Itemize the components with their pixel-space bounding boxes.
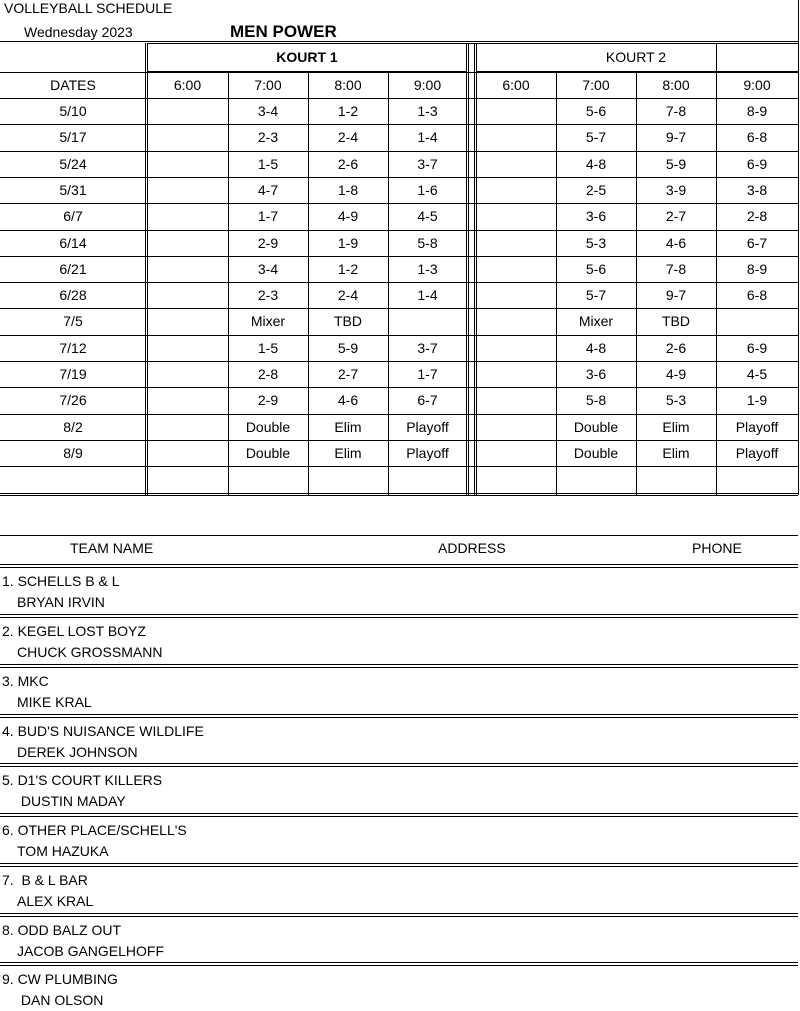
match-cell-k2: 7-8 <box>665 261 687 277</box>
match-cell-k1: 4-9 <box>337 208 359 224</box>
date-cell: 7/26 <box>59 392 87 408</box>
time-header-k2: 8:00 <box>662 77 690 93</box>
divider <box>0 813 798 814</box>
match-cell-k2: 5-6 <box>585 261 607 277</box>
court-2-header: KOURT 2 <box>605 49 667 65</box>
match-cell-k1: TBD <box>334 313 362 329</box>
match-cell-k1: 2-8 <box>257 366 279 382</box>
match-cell-k1: Elim <box>334 419 362 435</box>
match-cell-k2: 5-3 <box>585 235 607 251</box>
match-cell-k1: 2-9 <box>257 235 279 251</box>
divider <box>0 766 798 767</box>
match-cell-k2: 2-7 <box>665 208 687 224</box>
match-cell-k1 <box>147 98 228 124</box>
date-cell: 5/31 <box>59 182 87 198</box>
match-cell-k1 <box>147 256 228 282</box>
match-cell-k2: Elim <box>662 419 690 435</box>
match-cell-k2: 6-8 <box>746 129 768 145</box>
match-cell-k1: 2-4 <box>337 287 359 303</box>
match-cell-k2: TBD <box>662 313 690 329</box>
match-cell-k1: 4-6 <box>337 392 359 408</box>
date-cell: 8/9 <box>63 445 83 461</box>
schedule-grid <box>0 0 800 500</box>
match-cell-k2 <box>556 466 636 492</box>
match-cell-k2: Double <box>573 445 619 461</box>
match-cell-k2 <box>476 177 556 203</box>
team-captain: DEREK JOHNSON <box>17 744 138 760</box>
date-cell <box>0 466 146 492</box>
divider <box>0 614 798 615</box>
match-cell-k1 <box>147 361 228 387</box>
match-cell-k2: 6-8 <box>746 287 768 303</box>
time-header-k2: 6:00 <box>502 77 530 93</box>
team-name: 9. CW PLUMBING <box>2 971 118 987</box>
match-cell-k1: 1-3 <box>417 103 438 119</box>
date-cell: 8/2 <box>63 419 83 435</box>
match-cell-k1: Playoff <box>406 419 449 435</box>
match-cell-k1 <box>147 151 228 177</box>
divider <box>0 916 798 917</box>
match-cell-k1: 1-5 <box>257 156 279 172</box>
divider <box>0 667 798 668</box>
grid-line <box>468 43 469 495</box>
match-cell-k1: 1-8 <box>337 182 359 198</box>
match-cell-k2: 3-9 <box>665 182 687 198</box>
team-name-header: TEAM NAME <box>70 540 154 556</box>
phone-header: PHONE <box>692 540 742 556</box>
match-cell-k2 <box>716 466 798 492</box>
match-cell-k2: 9-7 <box>665 129 687 145</box>
match-cell-k1: 6-7 <box>417 392 438 408</box>
match-cell-k2: 4-8 <box>585 156 607 172</box>
match-cell-k2 <box>636 466 716 492</box>
match-cell-k2 <box>476 98 556 124</box>
divider <box>0 567 798 568</box>
grid-line <box>0 495 798 496</box>
match-cell-k1: 5-8 <box>417 235 438 251</box>
match-cell-k1: 5-9 <box>337 340 359 356</box>
date-cell: 6/14 <box>59 235 87 251</box>
divider <box>0 617 798 618</box>
match-cell-k2 <box>476 440 556 466</box>
match-cell-k2: 6-7 <box>746 235 768 251</box>
match-cell-k1 <box>147 414 228 440</box>
match-cell-k1: Elim <box>334 445 362 461</box>
match-cell-k1 <box>147 440 228 466</box>
match-cell-k2: 3-8 <box>746 182 768 198</box>
divider <box>0 863 798 864</box>
match-cell-k1 <box>228 466 308 492</box>
match-cell-k1: 2-3 <box>257 129 279 145</box>
team-name: 4. BUD'S NUISANCE WILDLIFE <box>2 723 204 739</box>
time-header-k2: 7:00 <box>582 77 610 93</box>
match-cell-k1: 1-4 <box>417 287 438 303</box>
match-cell-k2: 8-9 <box>746 261 768 277</box>
subtitle: Wednesday 2023 <box>24 24 133 40</box>
match-cell-k2: 5-3 <box>665 392 687 408</box>
match-cell-k2: 6-9 <box>746 340 768 356</box>
grid-line <box>147 41 798 42</box>
time-header-k1: 9:00 <box>413 77 442 93</box>
league-name: MEN POWER <box>230 22 337 41</box>
match-cell-k2: 8-9 <box>746 103 768 119</box>
match-cell-k1 <box>147 124 228 150</box>
team-captain: DAN OLSON <box>17 992 104 1008</box>
match-cell-k1: 4-7 <box>257 182 279 198</box>
match-cell-k2 <box>476 361 556 387</box>
date-cell: 7/5 <box>63 313 83 329</box>
match-cell-k2 <box>476 203 556 229</box>
match-cell-k1: 2-9 <box>257 392 279 408</box>
time-header-k2: 9:00 <box>743 77 771 93</box>
match-cell-k1 <box>388 308 467 334</box>
match-cell-k2: Playoff <box>735 445 779 461</box>
date-cell: 5/17 <box>59 129 87 145</box>
team-captain: CHUCK GROSSMANN <box>17 644 163 660</box>
date-cell: 6/7 <box>63 208 83 224</box>
match-cell-k2 <box>476 308 556 334</box>
divider <box>0 816 798 817</box>
match-cell-k2: 4-8 <box>585 340 607 356</box>
match-cell-k1: 1-2 <box>337 103 359 119</box>
match-cell-k2 <box>476 230 556 256</box>
grid-line <box>0 493 798 494</box>
match-cell-k2 <box>476 256 556 282</box>
team-name: 7. B & L BAR <box>2 872 88 888</box>
match-cell-k1 <box>147 282 228 308</box>
team-name: 1. SCHELLS B & L <box>2 573 120 589</box>
date-cell: 7/19 <box>59 366 87 382</box>
match-cell-k1: 3-4 <box>257 103 279 119</box>
divider <box>0 564 798 565</box>
divider <box>0 763 798 764</box>
match-cell-k2: Playoff <box>735 419 779 435</box>
match-cell-k2: 3-6 <box>585 208 607 224</box>
match-cell-k2 <box>716 308 798 334</box>
divider <box>0 866 798 867</box>
team-name: 2. KEGEL LOST BOYZ <box>2 623 146 639</box>
team-captain: BRYAN IRVIN <box>17 594 105 610</box>
match-cell-k1: 2-6 <box>337 156 359 172</box>
match-cell-k2: 4-6 <box>665 235 687 251</box>
match-cell-k1: 2-7 <box>337 366 359 382</box>
match-cell-k1 <box>308 466 388 492</box>
match-cell-k1: 2-3 <box>257 287 279 303</box>
divider <box>0 664 798 665</box>
title: VOLLEYBALL SCHEDULE <box>4 0 173 16</box>
team-name: 8. ODD BALZ OUT <box>2 922 122 938</box>
time-header-k1: 8:00 <box>334 77 362 93</box>
divider <box>0 717 798 718</box>
match-cell-k1 <box>147 177 228 203</box>
match-cell-k2: 1-9 <box>746 392 768 408</box>
grid-line <box>798 0 799 495</box>
team-captain: DUSTIN MADAY <box>17 793 126 809</box>
team-name: 6. OTHER PLACE/SCHELL'S <box>2 822 187 838</box>
divider <box>0 962 798 963</box>
match-cell-k1 <box>147 308 228 334</box>
match-cell-k2 <box>476 124 556 150</box>
match-cell-k1: 1-5 <box>257 340 279 356</box>
match-cell-k2: 5-7 <box>585 287 607 303</box>
match-cell-k1 <box>147 387 228 413</box>
date-cell: 6/28 <box>59 287 87 303</box>
match-cell-k2 <box>476 466 556 492</box>
match-cell-k2: 2-8 <box>746 208 768 224</box>
match-cell-k2: 9-7 <box>665 287 687 303</box>
match-cell-k1 <box>147 335 228 361</box>
team-captain: TOM HAZUKA <box>17 843 109 859</box>
match-cell-k2 <box>476 282 556 308</box>
match-cell-k2: Double <box>573 419 619 435</box>
divider <box>0 535 798 536</box>
match-cell-k2: 5-9 <box>665 156 687 172</box>
address-header: ADDRESS <box>438 540 506 556</box>
team-captain: MIKE KRAL <box>17 694 92 710</box>
team-name: 3. MKC <box>2 673 49 689</box>
match-cell-k2: 5-8 <box>585 392 607 408</box>
grid-line <box>474 43 475 495</box>
match-cell-k1: 1-4 <box>417 129 438 145</box>
match-cell-k1: 1-9 <box>337 235 359 251</box>
match-cell-k2 <box>476 414 556 440</box>
match-cell-k2: 6-9 <box>746 156 768 172</box>
time-header-k1: 7:00 <box>254 77 282 93</box>
match-cell-k1: 1-7 <box>417 366 438 382</box>
match-cell-k2 <box>476 335 556 361</box>
date-cell: 5/24 <box>59 156 87 172</box>
match-cell-k1: 1-3 <box>417 261 438 277</box>
match-cell-k2 <box>476 387 556 413</box>
grid-line <box>0 41 147 42</box>
match-cell-k1: Double <box>245 419 291 435</box>
match-cell-k2: 5-6 <box>585 103 607 119</box>
match-cell-k1: Double <box>245 445 291 461</box>
match-cell-k2: 2-5 <box>585 182 607 198</box>
match-cell-k1: 3-7 <box>417 340 438 356</box>
divider <box>0 913 798 914</box>
match-cell-k1 <box>147 466 228 492</box>
match-cell-k2: 5-7 <box>585 129 607 145</box>
match-cell-k1: 1-7 <box>257 208 279 224</box>
match-cell-k1: 1-6 <box>417 182 438 198</box>
match-cell-k2: 4-9 <box>665 366 687 382</box>
match-cell-k2: Mixer <box>578 313 614 329</box>
divider <box>0 965 798 966</box>
match-cell-k1: 2-4 <box>337 129 359 145</box>
match-cell-k1: Mixer <box>250 313 286 329</box>
time-header-k1: 6:00 <box>173 77 202 93</box>
match-cell-k2: 7-8 <box>665 103 687 119</box>
match-cell-k2 <box>476 151 556 177</box>
team-captain: JACOB GANGELHOFF <box>17 943 165 959</box>
match-cell-k1 <box>388 466 467 492</box>
date-cell: 5/10 <box>59 103 87 119</box>
match-cell-k2: 2-6 <box>665 340 687 356</box>
match-cell-k1: 1-2 <box>337 261 359 277</box>
match-cell-k2: 3-6 <box>585 366 607 382</box>
match-cell-k1: 4-5 <box>417 208 438 224</box>
team-captain: ALEX KRAL <box>17 893 94 909</box>
date-cell: 7/12 <box>59 340 87 356</box>
divider <box>0 714 798 715</box>
date-cell: 6/21 <box>59 261 87 277</box>
match-cell-k1: 3-7 <box>417 156 438 172</box>
court-1-header: KOURT 1 <box>276 49 338 65</box>
dates-header: DATES <box>50 77 96 93</box>
match-cell-k1: Playoff <box>406 445 449 461</box>
match-cell-k1: 3-4 <box>257 261 279 277</box>
match-cell-k1 <box>147 230 228 256</box>
match-cell-k1 <box>147 203 228 229</box>
match-cell-k2: Elim <box>662 445 690 461</box>
match-cell-k2: 4-5 <box>746 366 768 382</box>
team-name: 5. D1'S COURT KILLERS <box>2 772 163 788</box>
